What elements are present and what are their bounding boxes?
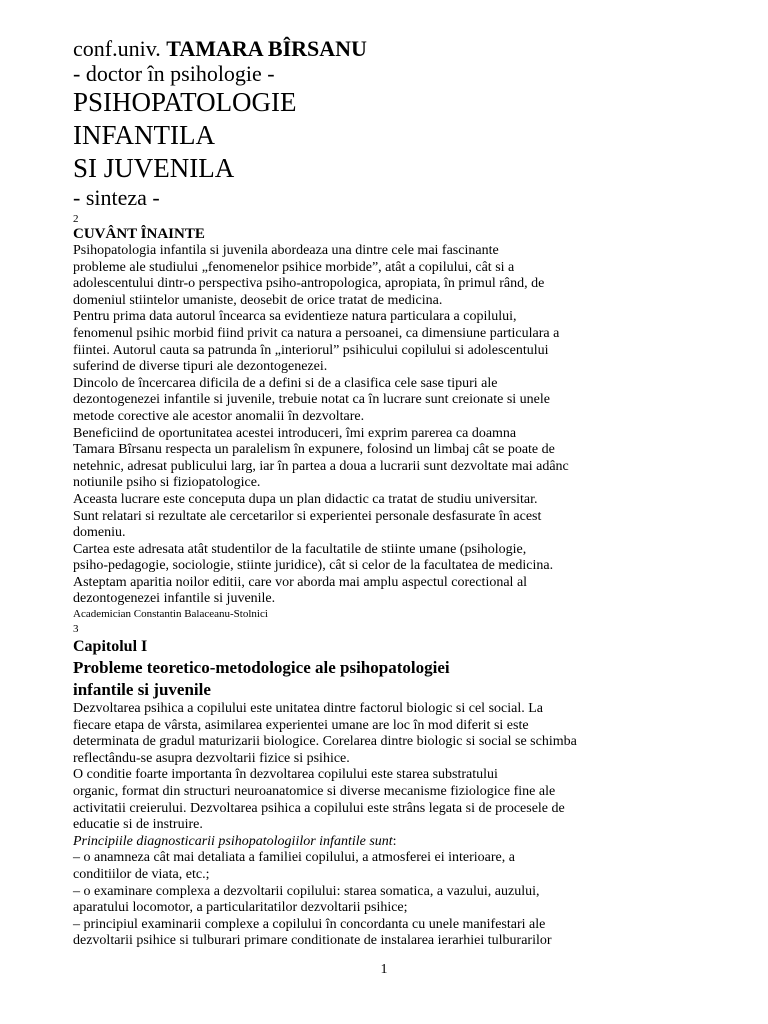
foreword-paragraph: Beneficiind de oportunitatea acestei introduceri, îmi exprim parerea ca doamna Tamara Bîrsanu respecta un paralelism în expunere, folosind un limbaj cât se poate de netehnic, adresat publicului larg, iar în partea a doua a lucrarii sunt dezvoltate mai adânc notiunile psiho si fiziopatologice. — [73, 425, 569, 491]
list-item: – o examinare complexa a dezvoltarii copilului: starea somatica, a vazului, auzului, aparatului locomotor, a particularitatilor dezvoltarii psihice; — [73, 883, 540, 916]
chapter-paragraph: O conditie foarte importanta în dezvoltarea copilului este starea substratului organic, format din structuri neuroanatomice si diverse mecanisme fiziologice fine ale activitatii creierului. Dezvoltarea psihica a copilului este strâns legata si de procesele de educatie si de instruire. — [73, 767, 565, 833]
chapter-paragraph: Dezvoltarea psihica a copilului este unitatea dintre factorul biologic si cel social. La fiecare etapa de vârsta, asimilarea experientei umane are loc în mod diferit si este determinata de gradul maturizarii biologice. Corelarea dintre biologic si social se schimba reflectându-se asupra dezvoltarii fizice si psihice. — [73, 701, 577, 766]
author-degree: - doctor în psihologie - — [73, 61, 275, 86]
foreword-paragraph: Dincolo de încercarea dificila de a defini si de a clasifica cele sase tipuri ale dezontogenezei infantile si juvenile, trebuie notat ca în lucrare sunt creionate si unele metode corective ale acestor anomalii în dezvoltare. — [73, 375, 550, 424]
page-marker-3: 3 — [73, 623, 79, 636]
principles-lead-line — [73, 834, 713, 851]
foreword-signature: Academician Constantin Balaceanu-Stolnici — [73, 608, 268, 621]
subtitle: - sinteza - — [73, 185, 160, 210]
page-marker-2: 2 — [73, 213, 79, 225]
foreword-paragraph: Psihopatologia infantila si juvenila abordeaza una dintre cele mai fascinante probleme ale studiului „fenomenelor psihice morbide”, atât a copilului, cât si a adolescentului dintr-o perspectiva psiho-antropologica, apropiata, în primul rând, de domeniul stiintelor umaniste, deosebit de orice tratat de medicina. — [73, 243, 545, 308]
principles-lead: Principiile diagnosticarii psihopatologiilor infantile sunt — [73, 833, 393, 849]
author-prefix: conf.univ. — [73, 36, 161, 61]
title-line-1: PSIHOPATOLOGIE — [73, 87, 297, 117]
foreword-paragraph: Cartea este adresata atât studentilor de la facultatile de stiinte umane (psihologie, psiho-pedagogie, sociologie, stiinte juridice), cât si celor de la facultatea de medicina. — [73, 541, 554, 574]
author-line — [73, 36, 713, 61]
document-page — [73, 36, 713, 950]
title-line-2: INFANTILA — [73, 120, 215, 150]
chapter-label: Capitolul I — [73, 638, 148, 656]
list-item: – o anamneza cât mai detaliata a familiei copilului, a atmosferei ei interioare, a conditiilor de viata, etc.; — [73, 850, 515, 882]
foreword-paragraph: Pentru prima data autorul încearca sa evidentieze natura particulara a copilului, fenomenul psihic morbid fiind privit ca natura a persoanei, ca dimensiune particulara a fiintei. Autorul cauta sa patrunda în „interiorul” psihicului copilului si adolescentului suferind de diverse tipuri ale dezontogenezei. — [73, 309, 560, 375]
foreword-paragraph: Asteptam aparitia noilor editii, care vor aborda mai amplu aspectul corectional al dezontogenezei infantile si juvenile. — [73, 574, 528, 607]
page-number: 1 — [380, 962, 388, 977]
chapter-title: Probleme teoretico-metodologice ale psihopatologiei infantile si juvenile — [73, 658, 450, 700]
foreword-paragraph: Aceasta lucrare este conceputa dupa un plan didactic ca tratat de studiu universitar. Sunt relatari si rezultate ale cercetarilor si experientei personale desfasurate în acest domeniu. — [73, 491, 542, 541]
principles-colon: : — [392, 833, 397, 849]
foreword-heading: CUVÂNT ÎNAINTE — [73, 226, 205, 242]
title-line-3: SI JUVENILA — [73, 153, 235, 183]
author-name: TAMARA BÎRSANU — [166, 36, 367, 61]
list-item: – principiul examinarii complexe a copilului în concordanta cu unele manifestari ale dezvoltarii psihice si tulburari primare conditionate de instalarea ierarhiei tulburarilor — [73, 916, 552, 949]
